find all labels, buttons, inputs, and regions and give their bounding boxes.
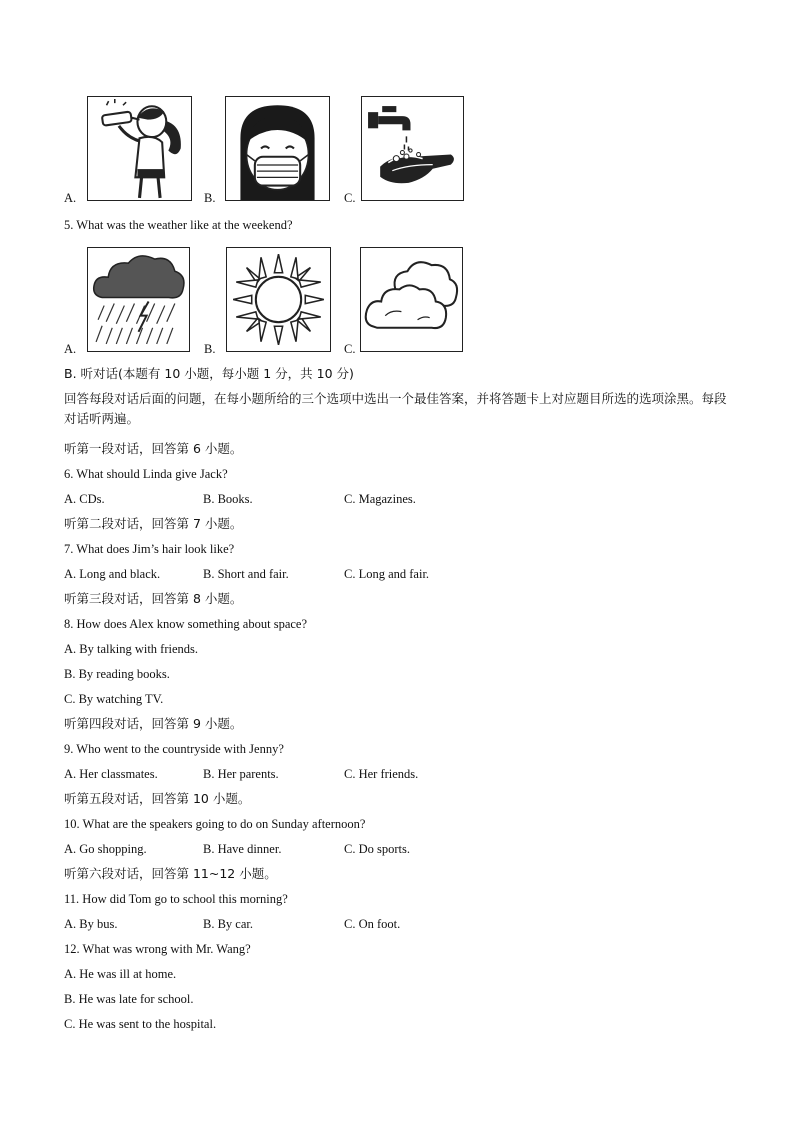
option-b[interactable]: B. Books. [203,492,253,506]
question-10: 10. What are the speakers going to do on Sunday afternoon? [64,817,366,831]
option-a[interactable]: A. Go shopping. [64,842,147,856]
options-row-q10 [64,841,664,857]
option-b[interactable]: B. Her parents. [203,767,279,781]
option-label-b: B. [204,191,216,205]
option-a[interactable]: A. He was ill at home. [64,967,177,981]
dialogue-intro: 听第一段对话，回答第 6 小题。 [64,441,243,456]
options-row-q9 [64,766,664,782]
option-c[interactable]: C. By watching TV. [64,692,164,706]
option-c[interactable]: C. Long and fair. [344,567,430,581]
option-label-c: C. [344,191,356,205]
question-9: 9. Who went to the countryside with Jenny? [64,742,284,756]
dialogue-intro: 听第四段对话，回答第 9 小题。 [64,716,243,731]
question-11: 11. How did Tom go to school this morning? [64,892,288,906]
section-b-heading: B. 听对话(本题有 10 小题，每小题 1 分，共 10 分) [64,366,354,381]
question-5: 5. What was the weather like at the weekend? [64,218,293,232]
rain-cloud-icon [87,247,190,352]
dialogue-intro: 听第五段对话，回答第 10 小题。 [64,791,251,806]
dialogue-intro: 听第二段对话，回答第 7 小题。 [64,516,243,531]
option-a[interactable]: A. CDs. [64,492,105,506]
option-b[interactable]: B. Have dinner. [203,842,282,856]
options-row-q11 [64,916,664,932]
option-b[interactable]: B. Short and fair. [203,567,289,581]
option-label-a: A. [64,191,77,205]
option-a[interactable]: A. By talking with friends. [64,642,199,656]
option-b[interactable]: B. By car. [203,917,253,931]
dialogue-intro: 听第三段对话，回答第 8 小题。 [64,591,243,606]
girl-wearing-mask-icon [225,96,330,201]
option-b[interactable]: B. He was late for school. [64,992,194,1006]
clouds-icon [360,247,463,352]
section-b-instruction: 回答每段对话后面的问题，在每小题所给的三个选项中选出一个最佳答案，并将答题卡上对应题目所选的选项涂黑。每段对话听两遍。 [64,391,727,426]
option-a[interactable]: A. Long and black. [64,567,161,581]
option-label-a: A. [64,342,77,356]
option-a[interactable]: A. Her classmates. [64,767,158,781]
option-c[interactable]: C. He was sent to the hospital. [64,1017,217,1031]
option-c[interactable]: C. On foot. [344,917,401,931]
question-12: 12. What was wrong with Mr. Wang? [64,942,251,956]
options-row-q7 [64,566,664,582]
option-b[interactable]: B. By reading books. [64,667,170,681]
options-row-q6 [64,491,664,507]
girl-drinking-water-icon [87,96,192,201]
option-label-b: B. [204,342,216,356]
option-c[interactable]: C. Her friends. [344,767,419,781]
dialogue-intro: 听第六段对话，回答第 11~12 小题。 [64,866,277,881]
option-label-c: C. [344,342,356,356]
option-c[interactable]: C. Magazines. [344,492,416,506]
question-8: 8. How does Alex know something about space? [64,617,308,631]
washing-hands-tap-icon [361,96,464,201]
question-7: 7. What does Jim’s hair look like? [64,542,235,556]
option-c[interactable]: C. Do sports. [344,842,410,856]
sun-icon [226,247,331,352]
option-a[interactable]: A. By bus. [64,917,118,931]
question-6: 6. What should Linda give Jack? [64,467,228,481]
